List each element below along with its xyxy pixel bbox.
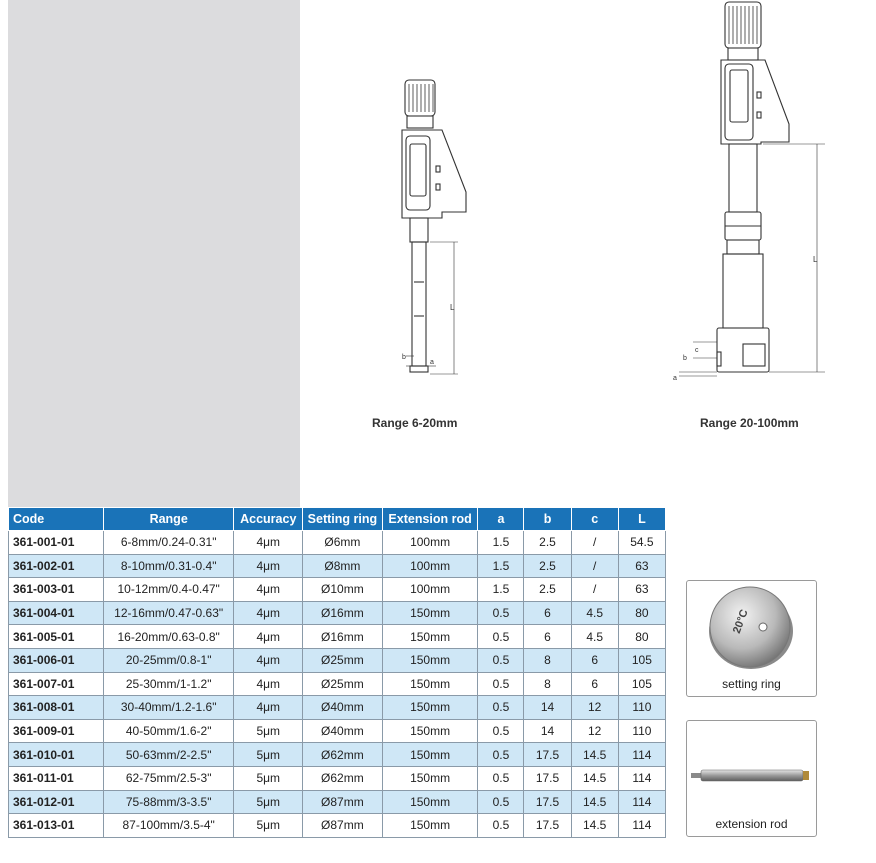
cell-a: 0.5 [478, 766, 524, 790]
table-header-row [9, 508, 666, 531]
cell-code: 361-002-01 [9, 554, 104, 578]
grey-background-panel [8, 0, 300, 508]
setting-ring-image [687, 581, 816, 673]
specification-table [8, 507, 666, 838]
cell-c: 14.5 [571, 790, 618, 814]
cell-b: 2.5 [524, 554, 571, 578]
cell-setting-ring: Ø87mm [303, 814, 383, 838]
cell-accuracy: 4μm [234, 554, 303, 578]
cell-L: 114 [618, 790, 665, 814]
cell-L: 63 [618, 578, 665, 602]
cell-b: 14 [524, 696, 571, 720]
extension-rod-thumbnail [686, 720, 817, 837]
cell-c: 6 [571, 672, 618, 696]
cell-L: 114 [618, 814, 665, 838]
cell-code: 361-011-01 [9, 766, 104, 790]
cell-a: 0.5 [478, 601, 524, 625]
cell-setting-ring: Ø10mm [303, 578, 383, 602]
cell-a: 0.5 [478, 625, 524, 649]
dimension-label-b-large: b [683, 355, 687, 362]
table-row [9, 578, 666, 602]
cell-setting-ring: Ø6mm [303, 531, 383, 555]
cell-L: 105 [618, 672, 665, 696]
cell-accuracy: 5μm [234, 719, 303, 743]
cell-c: / [571, 531, 618, 555]
table-row [9, 743, 666, 767]
cell-L: 105 [618, 648, 665, 672]
header-code: Code [9, 508, 104, 531]
header-c: c [571, 508, 618, 531]
cell-b: 6 [524, 601, 571, 625]
cell-range: 20-25mm/0.8-1" [103, 648, 234, 672]
cell-L: 110 [618, 696, 665, 720]
cell-extension-rod: 100mm [382, 554, 478, 578]
cell-code: 361-007-01 [9, 672, 104, 696]
cell-setting-ring: Ø62mm [303, 743, 383, 767]
cell-code: 361-005-01 [9, 625, 104, 649]
table-row [9, 766, 666, 790]
cell-accuracy: 4μm [234, 696, 303, 720]
cell-accuracy: 4μm [234, 625, 303, 649]
cell-c: / [571, 578, 618, 602]
cell-setting-ring: Ø16mm [303, 601, 383, 625]
table-row [9, 648, 666, 672]
extension-rod-image [687, 721, 816, 813]
table-row [9, 696, 666, 720]
cell-range: 62-75mm/2.5-3" [103, 766, 234, 790]
cell-code: 361-009-01 [9, 719, 104, 743]
cell-range: 16-20mm/0.63-0.8" [103, 625, 234, 649]
cell-setting-ring: Ø25mm [303, 672, 383, 696]
cell-extension-rod: 150mm [382, 766, 478, 790]
table-row [9, 719, 666, 743]
extension-rod-label: extension rod [715, 817, 788, 831]
cell-range: 10-12mm/0.4-0.47" [103, 578, 234, 602]
cell-accuracy: 4μm [234, 578, 303, 602]
cell-code: 361-006-01 [9, 648, 104, 672]
header-b: b [524, 508, 571, 531]
bore-gauge-large-drawing [665, 0, 835, 392]
dimension-label-a-large: a [673, 375, 677, 382]
cell-setting-ring: Ø25mm [303, 648, 383, 672]
cell-code: 361-004-01 [9, 601, 104, 625]
cell-c: 12 [571, 696, 618, 720]
cell-a: 0.5 [478, 696, 524, 720]
cell-a: 0.5 [478, 672, 524, 696]
cell-code: 361-010-01 [9, 743, 104, 767]
header-extension-rod: Extension rod [382, 508, 478, 531]
cell-range: 12-16mm/0.47-0.63" [103, 601, 234, 625]
dimension-label-c-large: c [695, 347, 699, 354]
cell-L: 80 [618, 601, 665, 625]
cell-extension-rod: 150mm [382, 719, 478, 743]
cell-accuracy: 4μm [234, 648, 303, 672]
cell-setting-ring: Ø8mm [303, 554, 383, 578]
cell-extension-rod: 100mm [382, 578, 478, 602]
cell-range: 8-10mm/0.31-0.4" [103, 554, 234, 578]
ring-temperature-text: 20°C [730, 607, 751, 636]
table-row [9, 790, 666, 814]
setting-ring-label: setting ring [722, 677, 781, 691]
cell-range: 87-100mm/3.5-4" [103, 814, 234, 838]
cell-b: 2.5 [524, 531, 571, 555]
cell-a: 1.5 [478, 578, 524, 602]
cell-extension-rod: 150mm [382, 743, 478, 767]
cell-range: 30-40mm/1.2-1.6" [103, 696, 234, 720]
cell-extension-rod: 150mm [382, 672, 478, 696]
cell-a: 0.5 [478, 790, 524, 814]
cell-code: 361-012-01 [9, 790, 104, 814]
cell-extension-rod: 100mm [382, 531, 478, 555]
cell-accuracy: 5μm [234, 790, 303, 814]
table-row [9, 625, 666, 649]
cell-accuracy: 5μm [234, 766, 303, 790]
caption-range-large: Range 20-100mm [700, 416, 799, 430]
cell-extension-rod: 150mm [382, 648, 478, 672]
cell-accuracy: 4μm [234, 672, 303, 696]
cell-code: 361-013-01 [9, 814, 104, 838]
cell-a: 1.5 [478, 554, 524, 578]
cell-extension-rod: 150mm [382, 696, 478, 720]
cell-L: 63 [618, 554, 665, 578]
header-a: a [478, 508, 524, 531]
cell-a: 0.5 [478, 719, 524, 743]
cell-accuracy: 5μm [234, 743, 303, 767]
cell-setting-ring: Ø16mm [303, 625, 383, 649]
cell-setting-ring: Ø87mm [303, 790, 383, 814]
cell-c: 4.5 [571, 601, 618, 625]
header-accuracy: Accuracy [234, 508, 303, 531]
cell-c: 6 [571, 648, 618, 672]
setting-ring-thumbnail [686, 580, 817, 697]
cell-accuracy: 4μm [234, 601, 303, 625]
dimension-label-a: a [430, 359, 434, 366]
cell-L: 114 [618, 766, 665, 790]
cell-range: 25-30mm/1-1.2" [103, 672, 234, 696]
cell-c: 4.5 [571, 625, 618, 649]
cell-L: 110 [618, 719, 665, 743]
cell-setting-ring: Ø40mm [303, 719, 383, 743]
cell-accuracy: 5μm [234, 814, 303, 838]
cell-a: 0.5 [478, 814, 524, 838]
table-row [9, 601, 666, 625]
table-row [9, 672, 666, 696]
cell-setting-ring: Ø62mm [303, 766, 383, 790]
cell-c: 14.5 [571, 766, 618, 790]
cell-c: 12 [571, 719, 618, 743]
table-row [9, 814, 666, 838]
cell-b: 17.5 [524, 790, 571, 814]
cell-b: 6 [524, 625, 571, 649]
cell-b: 2.5 [524, 578, 571, 602]
header-L: L [618, 508, 665, 531]
dimension-label-L-large: L [813, 255, 818, 264]
cell-L: 80 [618, 625, 665, 649]
cell-range: 40-50mm/1.6-2" [103, 719, 234, 743]
cell-code: 361-003-01 [9, 578, 104, 602]
cell-accuracy: 4μm [234, 531, 303, 555]
cell-b: 17.5 [524, 814, 571, 838]
cell-b: 14 [524, 719, 571, 743]
cell-b: 17.5 [524, 743, 571, 767]
cell-code: 361-001-01 [9, 531, 104, 555]
cell-extension-rod: 150mm [382, 814, 478, 838]
dimension-label-L: L [450, 303, 455, 312]
bore-gauge-small-drawing [380, 72, 490, 392]
cell-c: 14.5 [571, 743, 618, 767]
caption-range-small: Range 6-20mm [372, 416, 458, 430]
header-range: Range [103, 508, 234, 531]
cell-range: 6-8mm/0.24-0.31" [103, 531, 234, 555]
cell-a: 0.5 [478, 743, 524, 767]
cell-extension-rod: 150mm [382, 790, 478, 814]
cell-code: 361-008-01 [9, 696, 104, 720]
cell-c: 14.5 [571, 814, 618, 838]
cell-L: 54.5 [618, 531, 665, 555]
cell-setting-ring: Ø40mm [303, 696, 383, 720]
cell-a: 1.5 [478, 531, 524, 555]
header-setting-ring: Setting ring [303, 508, 383, 531]
cell-b: 8 [524, 648, 571, 672]
cell-range: 50-63mm/2-2.5" [103, 743, 234, 767]
cell-extension-rod: 150mm [382, 625, 478, 649]
cell-a: 0.5 [478, 648, 524, 672]
cell-L: 114 [618, 743, 665, 767]
cell-range: 75-88mm/3-3.5" [103, 790, 234, 814]
dimension-label-b: b [402, 354, 406, 361]
cell-extension-rod: 150mm [382, 601, 478, 625]
cell-b: 17.5 [524, 766, 571, 790]
cell-b: 8 [524, 672, 571, 696]
table-row [9, 531, 666, 555]
cell-c: / [571, 554, 618, 578]
table-row [9, 554, 666, 578]
